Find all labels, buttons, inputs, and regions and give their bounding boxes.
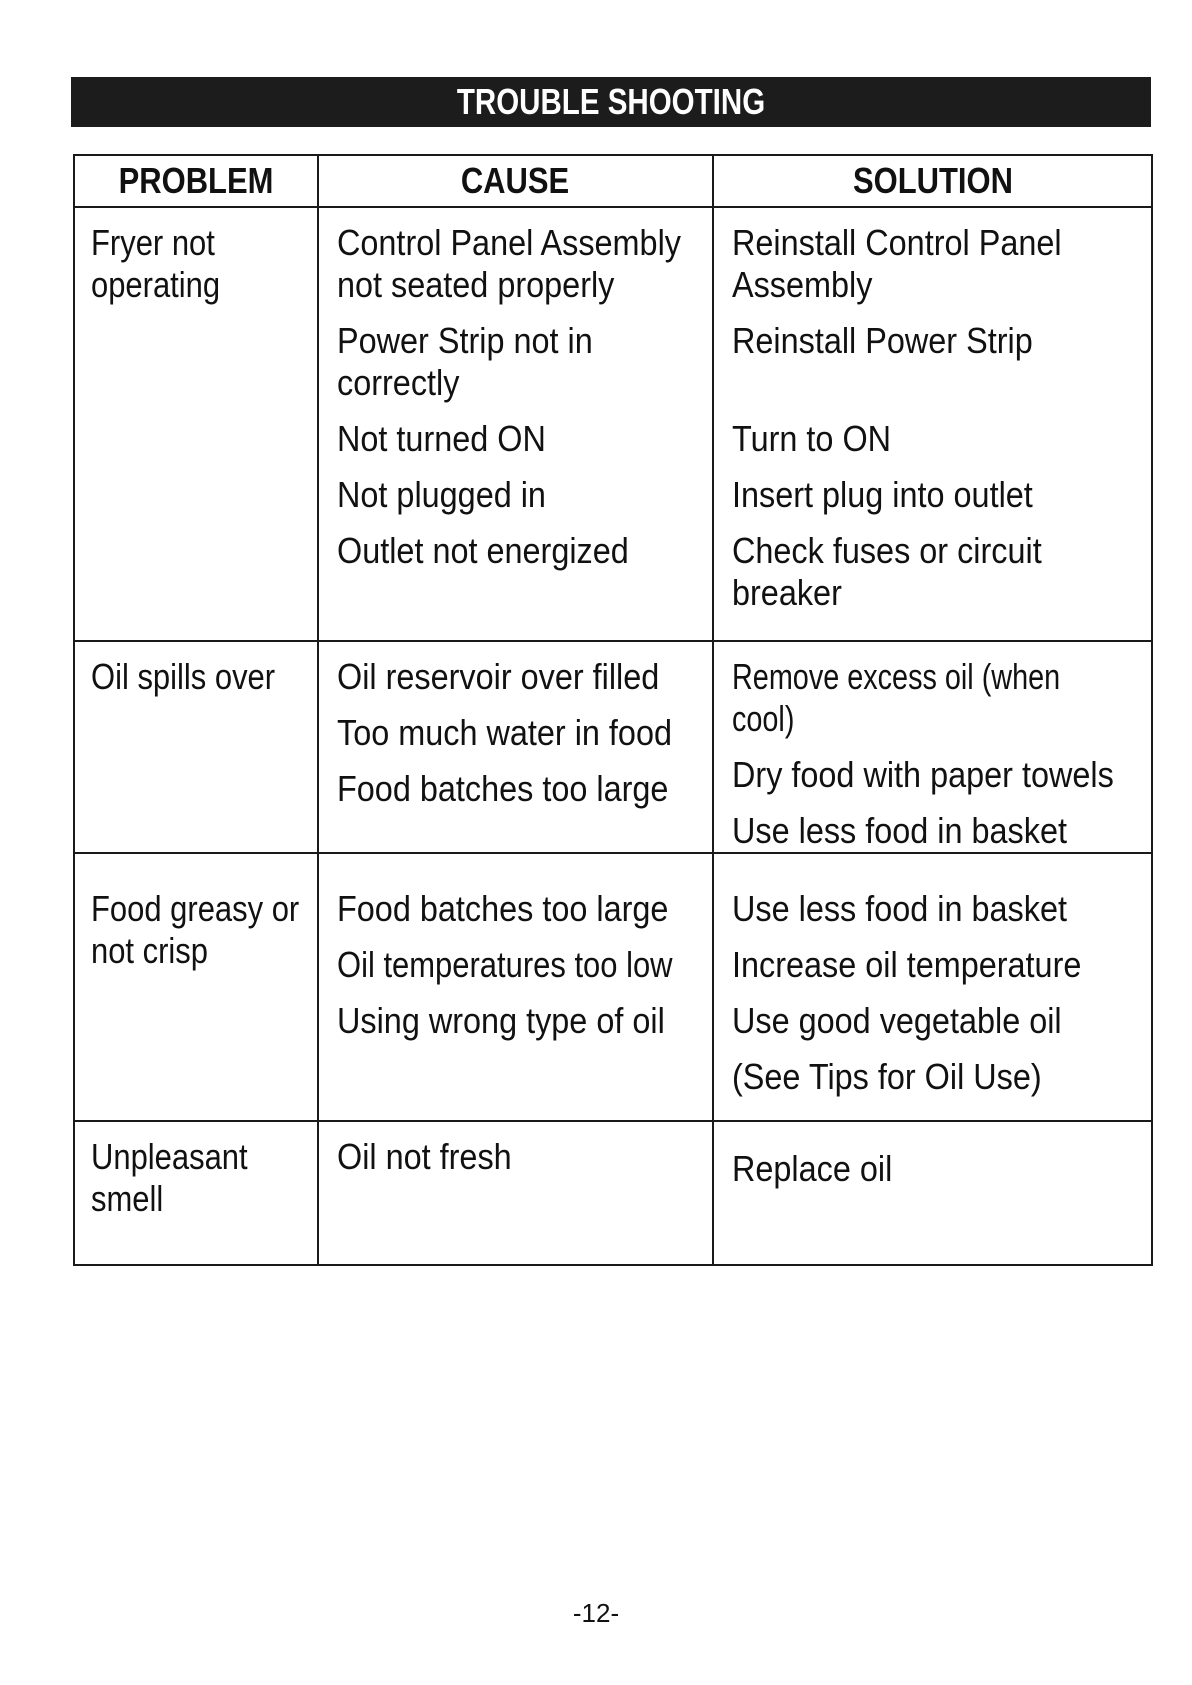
troubleshooting-table <box>73 154 1153 1266</box>
section-title: TROUBLE SHOOTING <box>456 81 766 122</box>
header-problem: PROBLEM <box>74 155 318 207</box>
table-row <box>74 853 1152 1121</box>
cause-cell <box>318 207 713 641</box>
table-row <box>74 641 1152 853</box>
solution-text: Dry food with paper towels <box>732 754 1114 795</box>
table-row <box>74 207 1152 641</box>
cause-text: Outlet not energized <box>337 530 629 571</box>
solution-cell <box>713 207 1152 641</box>
cause-text: Oil temperatures too low <box>337 944 673 985</box>
solution-text: Use less food in basket <box>732 810 1067 851</box>
problem-text: Unpleasant smell <box>91 1136 248 1219</box>
cause-cell <box>318 641 713 853</box>
cause-text: Using wrong type of oil <box>337 1000 665 1041</box>
problem-cell <box>74 207 318 641</box>
section-title-bar <box>71 77 1151 127</box>
solution-text: Check fuses or circuit breaker <box>732 530 1042 613</box>
solution-text: Reinstall Control Panel Assembly <box>732 222 1062 305</box>
problem-text: Oil spills over <box>91 656 276 697</box>
table-row <box>74 1121 1152 1265</box>
solution-cell <box>713 641 1152 853</box>
solution-text: Use good vegetable oil <box>732 1000 1062 1041</box>
table-header-row <box>74 155 1152 207</box>
header-cause: CAUSE <box>318 155 713 207</box>
cause-text: Not turned ON <box>337 418 546 459</box>
cause-cell <box>318 853 713 1121</box>
problem-cell <box>74 641 318 853</box>
solution-text: Reinstall Power Strip <box>732 320 1033 361</box>
cause-text: Too much water in food <box>337 712 672 753</box>
problem-cell <box>74 853 318 1121</box>
header-solution: SOLUTION <box>713 155 1152 207</box>
cause-text: Not plugged in <box>337 474 546 515</box>
solution-text: Remove excess oil (when cool) <box>732 656 1061 739</box>
cause-text: Food batches too large <box>337 888 669 929</box>
cause-cell <box>318 1121 713 1265</box>
cause-text: Food batches too large <box>337 768 669 809</box>
problem-text: Food greasy or not crisp <box>91 888 300 971</box>
cause-text: Control Panel Assembly not seated properly <box>337 222 681 305</box>
solution-cell <box>713 853 1152 1121</box>
solution-cell <box>713 1121 1152 1265</box>
cause-text: Oil reservoir over filled <box>337 656 660 697</box>
problem-cell <box>74 1121 318 1265</box>
cause-text: Power Strip not in correctly <box>337 320 593 403</box>
solution-text: Turn to ON <box>732 418 892 459</box>
problem-text: Fryer not operating <box>91 222 221 305</box>
cause-text: Oil not fresh <box>337 1136 512 1177</box>
page-number: -12- <box>572 1598 620 1628</box>
solution-text: Replace oil <box>732 1148 893 1189</box>
solution-text: Increase oil temperature <box>732 944 1082 985</box>
solution-text: Use less food in basket <box>732 888 1067 929</box>
solution-text: (See Tips for Oil Use) <box>732 1056 1042 1097</box>
solution-text: Insert plug into outlet <box>732 474 1033 515</box>
